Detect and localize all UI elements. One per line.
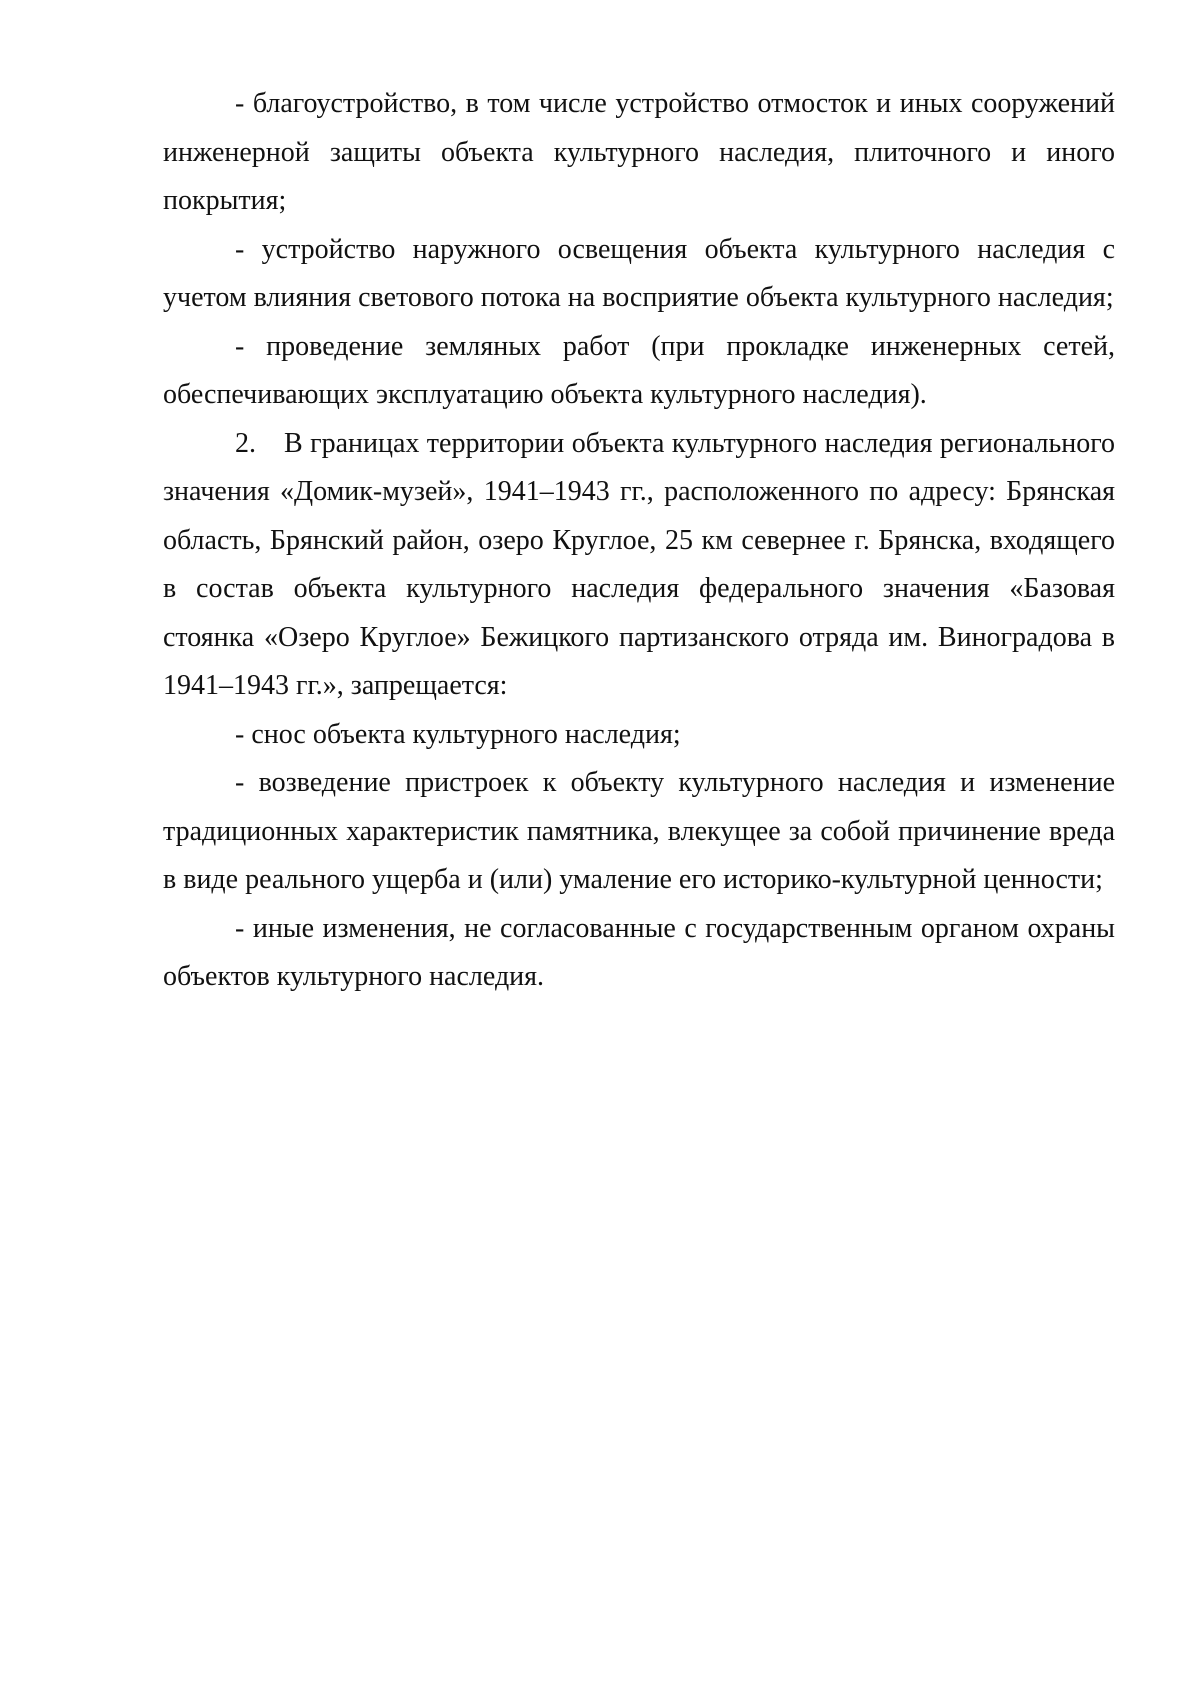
paragraph-extensions: - возведение пристроек к объекту культурного наследия и изменение традиционных характеристик памятника, влекущее за собой причинение вреда в виде реального ущерба и (или) умаление его историко-культурной ценности; — [163, 767, 1115, 895]
document-body — [163, 80, 1115, 1002]
paragraph-other-changes: - иные изменения, не согласованные с государственным органом охраны объектов культурного наследия. — [163, 912, 1115, 992]
paragraph-outdoor-lighting: - устройство наружного освещения объекта культурного наследия с учетом влияния светового потока на восприятие объекта культурного наследия; — [163, 233, 1115, 313]
paragraph-section-2: 2. В границах территории объекта культурного наследия регионального значения «Домик-музей», 1941–1943 гг., расположенного по адресу: Брянская область, Брянский район, озеро Круглое, 25 км севернее г. Брянска, входящего в состав объекта культурного наследия федерального значения «Базовая стоянка «Озеро Круглое» Бежицкого партизанского отряда им. Виноградова в 1941–1943 гг.», запрещается: — [163, 427, 1115, 701]
paragraph-demolition: - снос объекта культурного наследия; — [235, 718, 681, 750]
paragraph-landscaping: - благоустройство, в том числе устройство отмосток и иных сооружений инженерной защиты объекта культурного наследия, плиточного и иного покрытия; — [163, 88, 1115, 216]
paragraph-earthworks: - проведение земляных работ (при прокладке инженерных сетей, обеспечивающих эксплуатацию объекта культурного наследия). — [163, 330, 1115, 410]
